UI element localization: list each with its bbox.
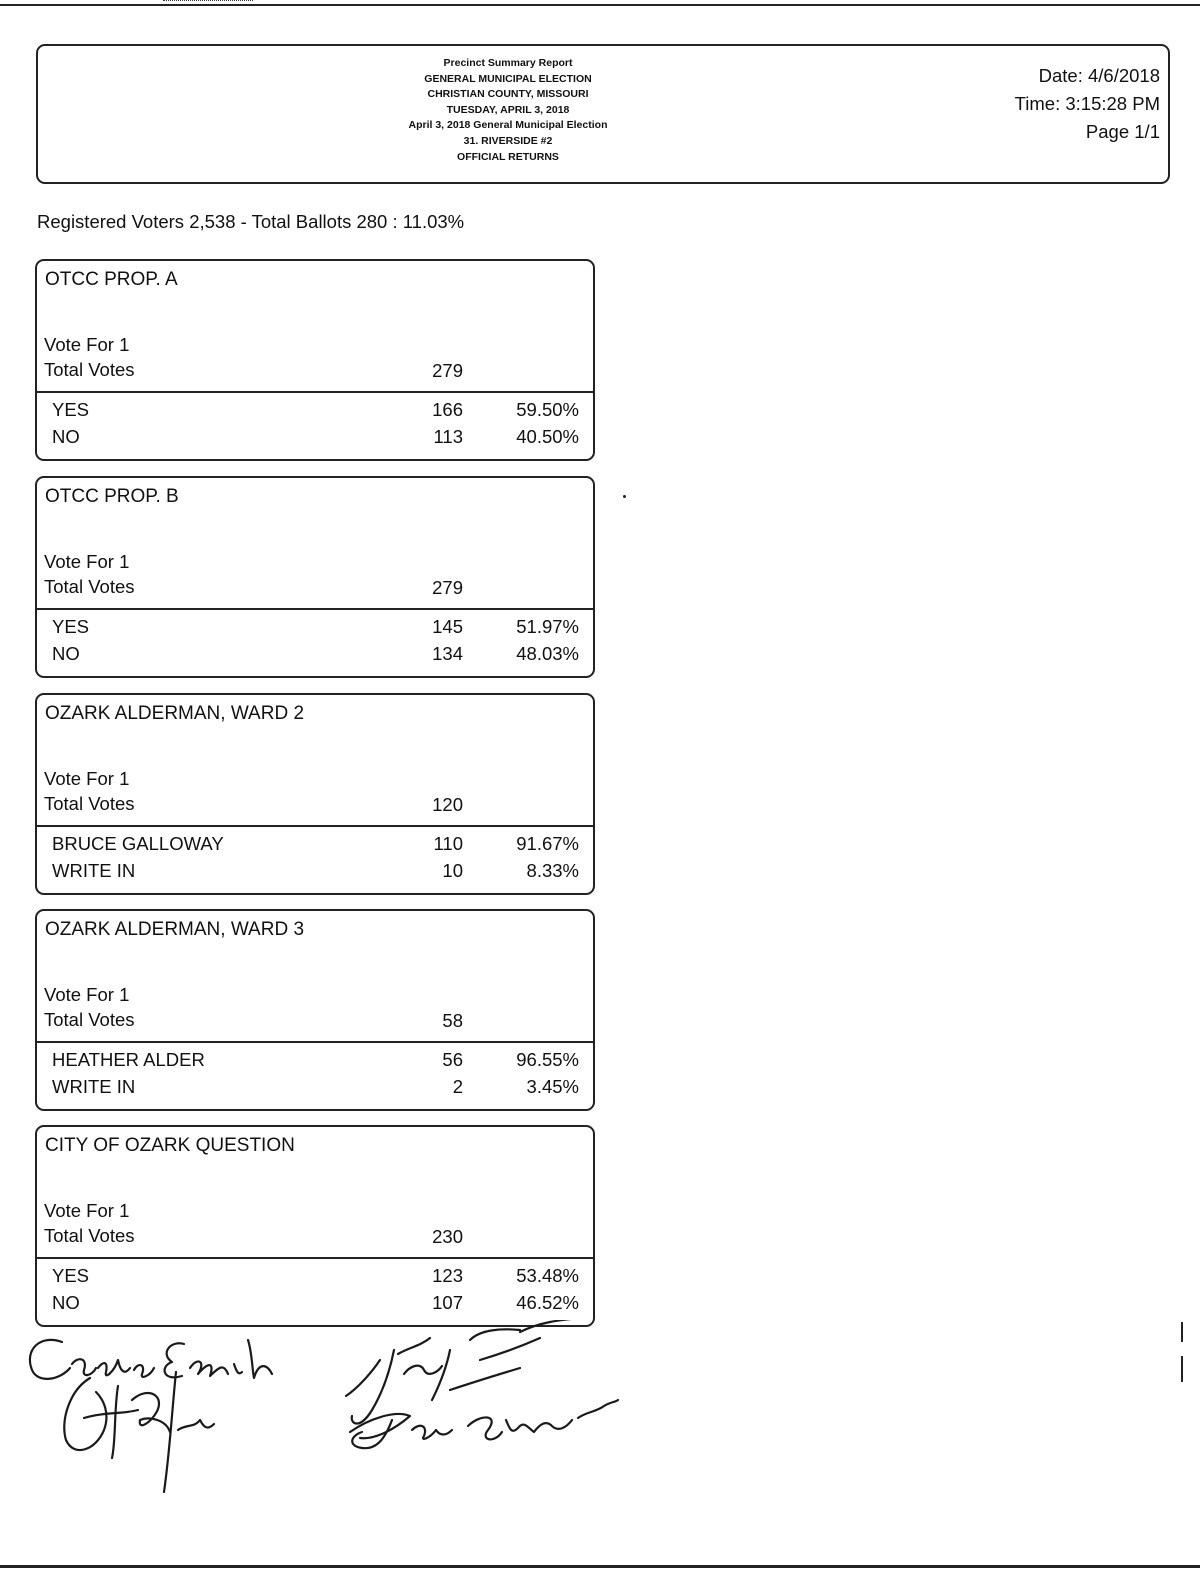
report-header-center [338,56,678,165]
choice-name: WRITE IN [52,860,136,881]
total-votes-label: Total Votes [44,1009,135,1030]
total-votes-value: 279 [432,577,463,598]
choice-name: WRITE IN [52,1076,136,1097]
choice-row [37,1049,593,1075]
choice-votes: 113 [433,426,463,447]
divider [37,1257,593,1259]
report-meta [1015,62,1160,146]
signature-3 [346,1320,580,1424]
total-votes-value: 58 [442,1010,463,1031]
choice-row [37,1292,593,1318]
total-votes-value: 120 [432,794,463,815]
report-date: Date: 4/6/2018 [1038,65,1160,86]
choice-name: YES [52,616,90,637]
choice-name: NO [52,426,80,447]
choice-row [37,860,593,886]
divider [37,825,593,827]
choice-percent: 46.52% [516,1292,579,1313]
choice-name: YES [52,1265,90,1286]
choice-votes: 123 [432,1265,463,1286]
contest-box [35,1125,595,1327]
total-votes-label: Total Votes [44,793,135,814]
contest-title: OZARK ALDERMAN, WARD 2 [45,703,305,724]
choice-row [37,643,593,669]
choice-votes: 110 [433,833,463,854]
bottom-rule [0,1565,1200,1568]
choice-percent: 3.45% [526,1076,579,1097]
choice-row [37,399,593,425]
choice-votes: 134 [432,643,463,664]
choice-votes: 56 [442,1049,463,1070]
report-title: Precinct Summary Report [443,57,573,69]
contest-title: OTCC PROP. A [45,269,178,290]
choice-percent: 91.67% [516,833,579,854]
total-votes-value: 279 [432,360,463,381]
contest-title: OZARK ALDERMAN, WARD 3 [45,919,305,940]
choice-name: NO [52,643,80,664]
choice-votes: 145 [432,616,463,637]
choice-row [37,1265,593,1291]
divider [37,391,593,393]
jurisdiction: CHRISTIAN COUNTY, MISSOURI [427,88,589,101]
contest-box [35,909,595,1111]
choice-row [37,1076,593,1102]
contest-box [35,259,595,461]
contest-box [35,476,595,678]
choice-votes: 10 [442,860,463,881]
choice-votes: 166 [432,399,463,420]
divider [37,1041,593,1043]
total-votes-value: 230 [432,1226,463,1247]
choice-name: YES [52,399,90,420]
total-votes-label: Total Votes [44,359,135,380]
choice-percent: 51.97% [516,616,579,637]
vote-for-label: Vote For 1 [44,984,130,1005]
total-votes-label: Total Votes [44,576,135,597]
election-name: GENERAL MUNICIPAL ELECTION [424,72,592,85]
divider [37,608,593,610]
report-page: Page 1/1 [1085,121,1160,142]
signature-2 [64,1372,214,1492]
report-time: Time: 3:15:28 PM [1014,93,1160,114]
contest-title: OTCC PROP. B [45,486,179,507]
signature-4 [350,1400,618,1448]
margin-mark [1181,1322,1183,1342]
signatures-area [0,1320,700,1500]
choice-row [37,616,593,642]
vote-for-label: Vote For 1 [44,1200,130,1221]
choice-row [37,833,593,859]
total-votes-label: Total Votes [44,1225,135,1246]
margin-mark [1181,1356,1183,1382]
report-header [36,44,1170,184]
vote-for-label: Vote For 1 [44,768,130,789]
choice-percent: 53.48% [516,1265,579,1286]
contest-box [35,693,595,895]
returns-type: OFFICIAL RETURNS [457,150,559,163]
choice-percent: 40.50% [516,426,579,447]
choice-votes: 107 [432,1292,463,1313]
choice-percent: 48.03% [516,643,579,664]
vote-for-label: Vote For 1 [44,334,130,355]
choice-name: BRUCE GALLOWAY [52,833,224,854]
choice-name: HEATHER ALDER [52,1049,205,1070]
contest-title: CITY OF OZARK QUESTION [45,1135,295,1156]
precinct-name: 31. RIVERSIDE #2 [463,134,553,147]
stray-dot [623,495,626,498]
signature-1 [30,1340,272,1379]
choice-name: NO [52,1292,80,1313]
choice-percent: 8.33% [526,860,579,881]
choice-percent: 59.50% [516,399,579,420]
turnout-summary: Registered Voters 2,538 - Total Ballots 280 : 11.03% [37,211,465,232]
choice-percent: 96.55% [516,1049,579,1070]
election-full-name: April 3, 2018 General Municipal Election [408,119,608,132]
vote-for-label: Vote For 1 [44,551,130,572]
election-day: TUESDAY, APRIL 3, 2018 [446,103,570,116]
choice-votes: 2 [452,1076,463,1097]
choice-row [37,426,593,452]
top-rule [0,4,1200,6]
